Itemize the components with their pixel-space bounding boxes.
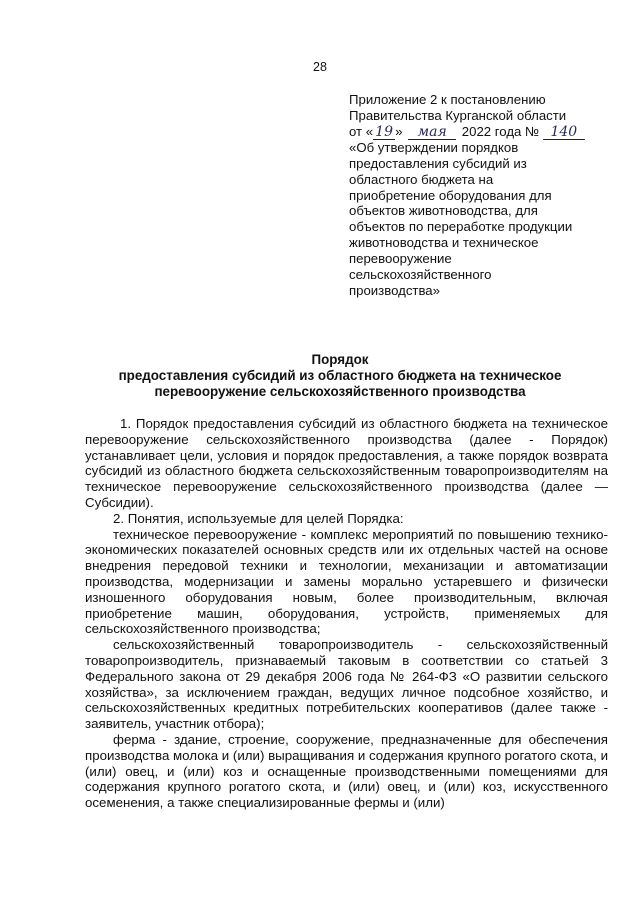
resolution-line: сельскохозяйственного bbox=[349, 267, 492, 283]
resolution-line: предоставления субсидий из bbox=[349, 155, 527, 171]
appendix-date-line bbox=[349, 124, 619, 140]
paragraph-2: 2. Понятия, используемые для целей Порядка: bbox=[113, 510, 404, 526]
paragraph-3: техническое перевооружение - комплекс мероприятий по повышению технико-экономических показателей основных средств или их отдельных частей на основе внедрения передовой техники и технологии, механизации и автоматизации производства, модернизации и замены морально устаревшего и физически изношенного оборудования новым, более производительным, включая приобретение машин, оборудования, устройств, применяемых для сельскохозяйственного производства; bbox=[85, 526, 608, 637]
resolution-line: объектов животноводства, для bbox=[349, 203, 538, 219]
paragraph-5: ферма - здание, строение, сооружение, предназначенные для обеспечения производства молока и (или) выращивания и содержания крупного рогатого скота, и (или) овец, и (или) коз и оснащенные производственными помещениями для содержания крупного рогатого скота, и (или) овец, и (или) коз, искусственного осеменения, а также специализированные фермы и (или) bbox=[85, 731, 608, 811]
resolution-line: производства» bbox=[349, 282, 440, 298]
paragraph-4: сельскохозяйственный товаропроизводитель - сельскохозяйственный товаропроизводитель, признаваемый таковым в соответствии со статьей 3 Федерального закона от 29 декабря 2006 года № 264-ФЗ «О развитии сельского хозяйства», за исключением граждан, ведущих личное подсобное хозяйство, и сельскохозяйственных кредитных потребительских кооперативов (далее также - заявитель, участник отбора); bbox=[85, 637, 608, 732]
handwritten-month: мая bbox=[408, 126, 456, 140]
appendix-line-2: Правительства Курганской области bbox=[349, 107, 567, 123]
resolution-line: объектов по переработке продукции bbox=[349, 219, 573, 235]
appendix-line-1: Приложение 2 к постановлению bbox=[349, 92, 546, 107]
paragraph-1: 1. Порядок предоставления субсидий из областного бюджета на техническое перевооружение сельскохозяйственного производства (далее - Порядок) устанавливает цели, условия и порядок предоставления, а также порядок возврата субсидий из областного бюджета сельскохозяйственным товаропроизводителям на техническое перевооружение сельскохозяйственного производства (далее — Субсидии). bbox=[85, 416, 608, 510]
resolution-line: областного бюджета на bbox=[349, 171, 494, 187]
date-mid: » bbox=[395, 123, 403, 139]
handwritten-number: 140 bbox=[543, 126, 585, 140]
page-number: 28 bbox=[313, 60, 327, 74]
resolution-line: перевооружение bbox=[349, 251, 452, 267]
resolution-line: животноводства и техническое bbox=[349, 235, 539, 251]
document-title bbox=[40, 352, 640, 400]
date-prefix: от « bbox=[349, 123, 374, 139]
year-text: 2022 года № bbox=[461, 123, 540, 139]
title-line-2: предоставления субсидий из областного бюджета на техническое bbox=[118, 368, 562, 383]
handwritten-day: 19 bbox=[373, 126, 395, 140]
document-body bbox=[85, 416, 608, 811]
resolution-line: «Об утверждении порядков bbox=[349, 139, 519, 155]
appendix-header bbox=[349, 92, 619, 299]
title-line-1: Порядок bbox=[311, 352, 369, 367]
title-line-3: перевооружение сельскохозяйственного производства bbox=[154, 384, 526, 399]
resolution-line: приобретение оборудования для bbox=[349, 187, 552, 203]
